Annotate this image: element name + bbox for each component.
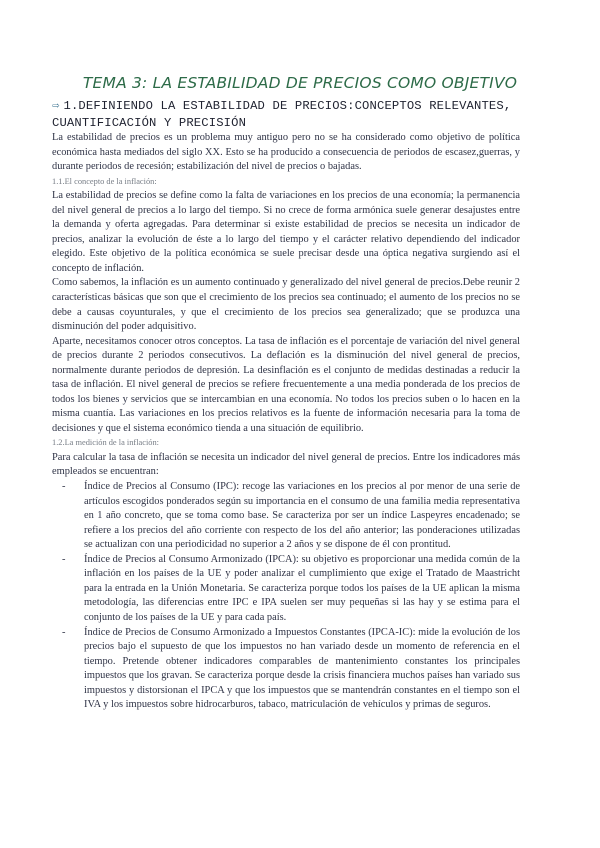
list-item-text: Índice de Precios de Consumo Armonizado a Impuestos Constantes (IPCA-IC): mide la evolución de los precios bajo el supuesto de que los impuestos no han variado desde un momento de referencia en el tiempo. Pretende obtener indicadores comparables de mantenimiento constantes los principales impuestos que los gravan. Se caracteriza porque desde la crisis financiera muchos países han variado sus impuestos y distorsionan el IPCA y que los impuestos que se mantendrán constantes en el tiempo son el IVA y los impuestos sobre hidrocarburos, tabaco, matriculación de vehículos y primas de seguros. (84, 626, 520, 711)
indicator-list (52, 480, 520, 713)
list-item-text: Índice de Precios al Consumo Armonizado (IPCA): su objetivo es proporcionar una medida común de la inflación en los países de la UE y poder analizar el cumplimiento que exige el Tratado de Maastricht para la entrada en la Unión Monetaria. Se caracteriza porque todos los países de la UE aplican la misma metodología, las diferencias entre IPC e IPA suelen ser muy pequeñas si las hay y se estima para el conjunto de los países de la UE y para cada país. (84, 553, 520, 623)
document-body (52, 131, 520, 713)
paragraph-inflation-characteristics: Como sabemos, la inflación es un aumento continuado y generalizado del nivel general de precios.Debe reunir 2 características básicas que son que el crecimiento de los precios sea continuado; el aumento de los precios no se debe a causas coyunturales, y que el crecimiento de los precios sea generalizado; que se produzca una disminución del poder adquisitivo. (52, 277, 520, 333)
list-item (62, 626, 520, 713)
paragraph-measurement-intro: Para calcular la tasa de inflación se necesita un indicador del nivel general de precios. Entre los indicadores más empleados se encuentran: (52, 451, 520, 478)
list-item (62, 553, 520, 626)
section-heading-text: 1.DEFINIENDO LA ESTABILIDAD DE PRECIOS:CONCEPTOS RELEVANTES, CUANTIFICACIÓN Y PRECISIÓN (52, 99, 512, 130)
dash-bullet: - (62, 626, 66, 638)
list-item (62, 480, 520, 553)
paragraph-inflation-definition: La estabilidad de precios se define como la falta de variaciones en los precios de una economía; la permanencia del nivel general de precios a lo largo del tiempo. Si no crece de forma armónica suele generar desajustes entre la demanda y oferta agregadas. Para determinar si existe estabilidad de precios se necesita un indicador de precios, analizar la evolución de éste a lo largo del tiempo y el carácter relativo dependiendo del indicador elegido. Este objetivo de la política económica se suele precisar desde una óptica negativa surgiendo así el concepto de inflación. (52, 190, 520, 274)
page-title: TEMA 3: LA ESTABILIDAD DE PRECIOS COMO OBJETIVO (82, 74, 518, 92)
section-heading (52, 98, 540, 131)
subsection-title-1: 1.1.El concepto de la inflación: (52, 176, 157, 186)
list-item-text: Índice de Precios al Consumo (IPC): recoge las variaciones en los precios al por menor de una serie de artículos escogidos ponderados según su importancia en el consumo de una familia media representativa en 1 año concreto, que se toma como base. Se caracteriza por ser un índice Laspeyres encadenado; se refiere a los precios del año corriente con respecto de los del año anterior; las ponderaciones utilizadas se actualizan con una periodicidad no superior a 2 años y se dispone de él con prontitud. (84, 481, 520, 551)
paragraph-related-concepts: Aparte, necesitamos conocer otros conceptos. La tasa de inflación es el porcentaje de variación del nivel general de precios durante 2 periodos consecutivos. La deflación es la disminución del nivel general de precios, normalmente durante periodos de depresión. La desinflación es el conjunto de medidas destinadas a reducir la tasa de inflación. El nivel general de precios se refiere frecuentemente a una media ponderada de los precios de todos los bienes y servicios que se intercambian en una economía. No todos los precios suben o lo hacen en la misma cuantía. Las variaciones en los precios relativos es la fuente de información necesaria para la toma de decisiones y que el sistema económico tienda a una situación de equilibrio. (52, 335, 520, 434)
subsection-title-2: 1.2.La medición de la inflación: (52, 438, 159, 448)
dash-bullet: - (62, 553, 66, 565)
intro-paragraph: La estabilidad de precios es un problema muy antiguo pero no se ha considerado como objetivo de política económica hasta mediados del siglo XX. Esto se ha producido a consecuencia de periodos de escasez,guerras, y durante periodos de recesión; estabilización del nivel de precios o bajadas. (52, 132, 520, 173)
dash-bullet: - (62, 481, 66, 493)
arrow-icon: ⇨ (52, 99, 60, 113)
